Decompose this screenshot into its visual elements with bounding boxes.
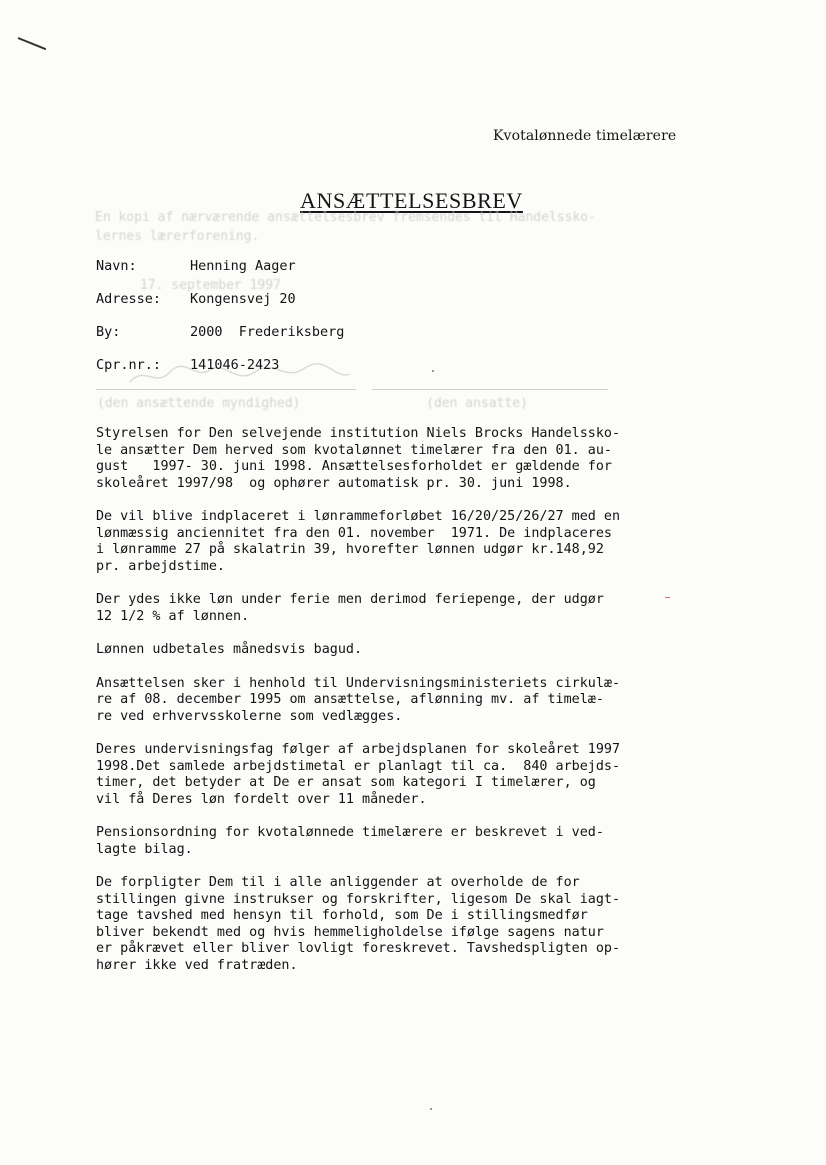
field-cpr-label: Cpr.nr.: (96, 357, 162, 373)
show-through-sig-right: (den ansatte) (426, 396, 528, 411)
show-through-date-text: 17. september 1997 (140, 278, 281, 293)
field-name-label: Navn: (96, 258, 137, 274)
red-mark (665, 597, 670, 598)
field-name-value: Henning Aager (190, 258, 296, 274)
paragraph-teaching-hours: Deres undervisningsfag følger af arbejdsplanen for skoleåret 1997 1998.Det samlede arbejdstimetal er planlagt til ca. 840 arbejds- timer, det betyder at De er ansat som kategori I timelærer, og vil få Deres løn fordelt over 11 måneder. (96, 742, 621, 807)
field-address-value: Kongensvej 20 (190, 291, 296, 307)
paragraph-confidentiality: De forpligter Dem til i alle anliggender at overholde de for stillingen givne instrukser og forskrifter, ligesom De skal iagt- tage tavshed med hensyn til forhold, som De i stillingsmedfør bliver bekendt med og hvis hemmeligholdelse ifølge sagens natur er påkrævet eller bliver lovligt foreskrevet. Tavshedspligten op- hører ikke ved fratræden. (96, 875, 621, 973)
paragraph-holiday-pay: Der ydes ikke løn under ferie men derimod feriepenge, der udgør 12 1/2 % af lønnen. (96, 592, 604, 624)
letter-body (96, 426, 652, 991)
show-through-sig-labels (97, 394, 617, 413)
paragraph-circular: Ansættelsen sker i henhold til Undervisningsministeriets cirkulæ- re af 08. december 1995 om ansættelse, aflønning mv. af timelæ- re ved erhvervsskolerne som vedlægges. (96, 675, 621, 724)
speck (432, 370, 434, 372)
show-through-text (95, 208, 655, 246)
show-through-line-2: lernes lærerforening. (95, 229, 260, 244)
paragraph-pension: Pensionsordning for kvotalønnede timelærere er beskrevet i ved- lagte bilag. (96, 825, 604, 857)
paragraph-payment: Lønnen udbetales månedsvis bagud. (96, 642, 363, 657)
field-city-label: By: (96, 324, 121, 340)
show-through-line-1: En kopi af nærværende ansættelsesbrev fremsendes til Handelssko- (95, 210, 596, 225)
paragraph-salary-placement: De vil blive indplaceret i lønrammeforløbet 16/20/25/26/27 med en lønmæssig anciennitet fra den 01. november 1971. De indplaceres i lønramme 27 på skalatrin 39, hvorefter lønnen udgør kr.148,92 pr. arbejdstime. (96, 509, 621, 574)
pen-mark (18, 37, 47, 50)
paragraph-employment: Styrelsen for Den selvejende institution Niels Brocks Handelssko- le ansætter Dem herved som kvotalønnet timelærer fra den 01. au- gust 1997- 30. juni 1998. Ansættelsesforholdet er gældende for skoleåret 1997/98 og ophører automatisk pr. 30. juni 1998. (96, 426, 621, 491)
field-city-value: 2000 Frederiksberg (190, 324, 345, 340)
speck (430, 1108, 432, 1110)
field-address-label: Adresse: (96, 291, 162, 307)
document-title: ANSÆTTELSESBREV (300, 188, 523, 213)
show-through-sig-left: (den ansættende myndighed) (97, 396, 301, 411)
show-through-sig-line-right (372, 389, 608, 390)
employee-category: Kvotalønnede timelærere (493, 128, 677, 144)
field-cpr-value: 141046-2423 (190, 357, 280, 373)
